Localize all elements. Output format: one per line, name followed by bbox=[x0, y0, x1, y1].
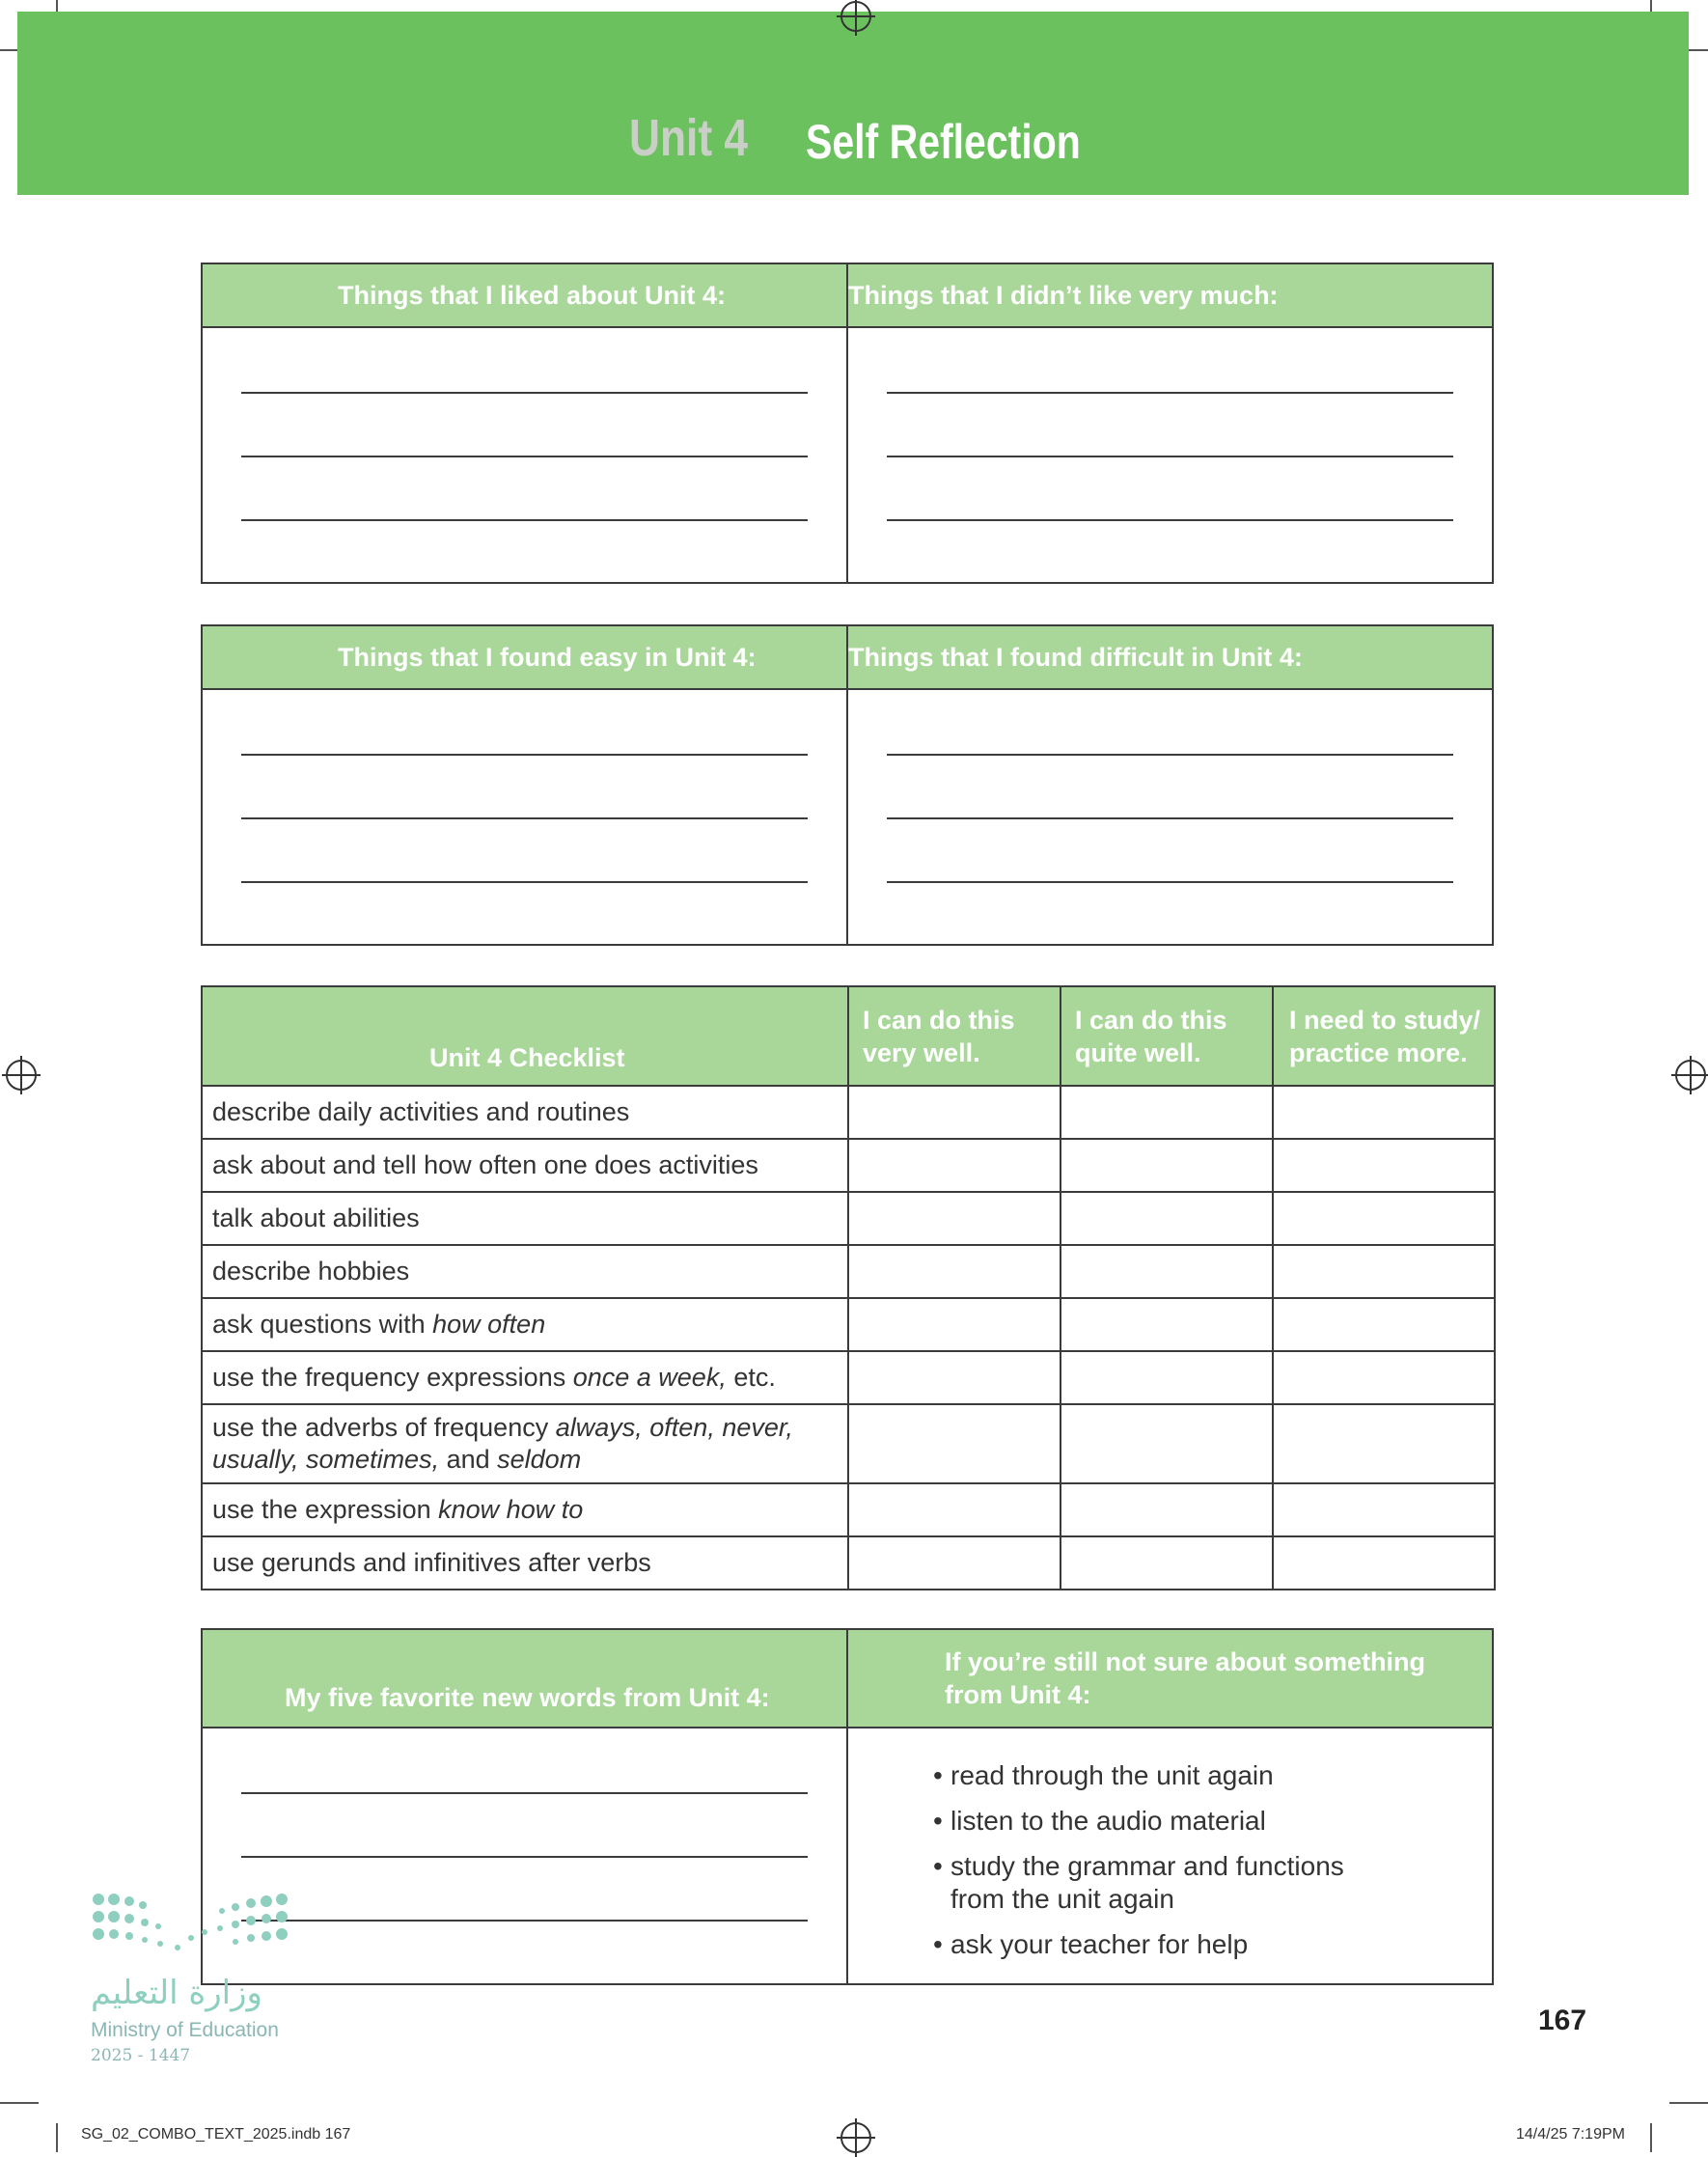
checkbox-cell[interactable] bbox=[848, 1192, 1061, 1245]
registration-mark-icon bbox=[1675, 1060, 1706, 1091]
checkbox-cell[interactable] bbox=[848, 1351, 1061, 1404]
list-item: • read through the unit again bbox=[933, 1759, 1492, 1792]
registration-mark-icon bbox=[840, 2122, 871, 2153]
checkbox-cell[interactable] bbox=[1061, 1245, 1273, 1298]
checklist-item: describe daily activities and routines bbox=[202, 1086, 848, 1139]
checklist-item: use the frequency expressions once a week, etc. bbox=[202, 1351, 848, 1404]
logo-english-text: Ministry of Education bbox=[91, 2019, 279, 2041]
ministry-logo-dots-icon bbox=[91, 1892, 293, 1969]
checkbox-cell[interactable] bbox=[1061, 1536, 1273, 1590]
logo-arabic-text: وزارة التعليم bbox=[91, 1974, 262, 2012]
favorite-words-area[interactable] bbox=[202, 1728, 847, 1984]
table-row bbox=[202, 1536, 1495, 1590]
checkbox-cell[interactable] bbox=[848, 1245, 1061, 1298]
checklist-item: ask questions with how often bbox=[202, 1298, 848, 1351]
easy-answer-area[interactable] bbox=[202, 689, 847, 945]
unit-label: Unit 4 bbox=[629, 109, 749, 167]
liked-header: Things that I liked about Unit 4: bbox=[202, 263, 847, 327]
tips-cell bbox=[847, 1728, 1493, 1984]
easy-header: Things that I found easy in Unit 4: bbox=[202, 625, 847, 689]
checkbox-cell[interactable] bbox=[848, 1483, 1061, 1536]
logo-year: 2025 - 1447 bbox=[91, 2046, 191, 2065]
checkbox-cell[interactable] bbox=[848, 1298, 1061, 1351]
table-row bbox=[202, 1245, 1495, 1298]
footer-date: 14/4/25 7:19PM bbox=[1516, 2126, 1625, 2143]
checkbox-cell[interactable] bbox=[1061, 1404, 1273, 1483]
crop-mark bbox=[0, 2102, 39, 2104]
checkbox-cell[interactable] bbox=[1061, 1086, 1273, 1139]
checkbox-cell[interactable] bbox=[1273, 1298, 1495, 1351]
crop-mark bbox=[1669, 2102, 1708, 2104]
liked-answer-area[interactable] bbox=[202, 327, 847, 583]
checkbox-cell[interactable] bbox=[848, 1086, 1061, 1139]
disliked-header: Things that I didn’t like very much: bbox=[847, 263, 1493, 327]
checkbox-cell[interactable] bbox=[1273, 1536, 1495, 1590]
favorite-words-table bbox=[201, 1628, 1494, 1985]
checkbox-cell[interactable] bbox=[1273, 1351, 1495, 1404]
list-item: • listen to the audio material bbox=[933, 1805, 1492, 1838]
list-item: • ask your teacher for help bbox=[933, 1928, 1492, 1961]
table-row bbox=[202, 1139, 1495, 1192]
table-row bbox=[202, 1351, 1495, 1404]
col-very-well: I can do this very well. bbox=[848, 986, 1061, 1086]
checkbox-cell[interactable] bbox=[1273, 1245, 1495, 1298]
checklist-item: ask about and tell how often one does activities bbox=[202, 1139, 848, 1192]
table-row bbox=[202, 1086, 1495, 1139]
checkbox-cell[interactable] bbox=[848, 1139, 1061, 1192]
disliked-answer-area[interactable] bbox=[847, 327, 1493, 583]
checkbox-cell[interactable] bbox=[1273, 1086, 1495, 1139]
easy-table bbox=[201, 624, 1494, 946]
tips-list bbox=[848, 1728, 1492, 1961]
table-row bbox=[202, 1298, 1495, 1351]
checkbox-cell[interactable] bbox=[848, 1404, 1061, 1483]
checkbox-cell[interactable] bbox=[1273, 1192, 1495, 1245]
checklist-item: talk about abilities bbox=[202, 1192, 848, 1245]
checklist-item: use gerunds and infinitives after verbs bbox=[202, 1536, 848, 1590]
checkbox-cell[interactable] bbox=[1061, 1192, 1273, 1245]
checkbox-cell[interactable] bbox=[1061, 1298, 1273, 1351]
col-need-study: I need to study/ practice more. bbox=[1273, 986, 1495, 1086]
checkbox-cell[interactable] bbox=[1061, 1139, 1273, 1192]
crop-mark bbox=[1650, 2123, 1652, 2152]
checklist-item: use the expression know how to bbox=[202, 1483, 848, 1536]
checklist-item: describe hobbies bbox=[202, 1245, 848, 1298]
page-number: 167 bbox=[1538, 2005, 1587, 2036]
table-row bbox=[202, 1483, 1495, 1536]
table-row bbox=[202, 1404, 1495, 1483]
checkbox-cell[interactable] bbox=[1061, 1351, 1273, 1404]
checkbox-cell[interactable] bbox=[848, 1536, 1061, 1590]
footer-file-info: SG_02_COMBO_TEXT_2025.indb 167 bbox=[81, 2126, 351, 2143]
checkbox-cell[interactable] bbox=[1273, 1483, 1495, 1536]
favorite-words-header: My five favorite new words from Unit 4: bbox=[202, 1629, 847, 1728]
registration-mark-icon bbox=[840, 1, 871, 32]
checklist-table bbox=[201, 985, 1496, 1590]
list-item: • study the grammar and functions from the unit again bbox=[933, 1850, 1492, 1916]
liked-table bbox=[201, 263, 1494, 584]
difficult-header: Things that I found difficult in Unit 4: bbox=[847, 625, 1493, 689]
checklist-item: use the adverbs of frequency always, often, never, usually, sometimes, and seldom bbox=[202, 1404, 848, 1483]
not-sure-header: If you’re still not sure about something from Unit 4: bbox=[847, 1629, 1493, 1728]
crop-mark bbox=[56, 2123, 58, 2152]
page-title: Self Reflection bbox=[806, 115, 1081, 169]
checkbox-cell[interactable] bbox=[1273, 1139, 1495, 1192]
col-quite-well: I can do this quite well. bbox=[1061, 986, 1273, 1086]
checkbox-cell[interactable] bbox=[1273, 1404, 1495, 1483]
checkbox-cell[interactable] bbox=[1061, 1483, 1273, 1536]
difficult-answer-area[interactable] bbox=[847, 689, 1493, 945]
checklist-title: Unit 4 Checklist bbox=[202, 986, 848, 1086]
table-row bbox=[202, 1192, 1495, 1245]
registration-mark-icon bbox=[6, 1060, 37, 1091]
